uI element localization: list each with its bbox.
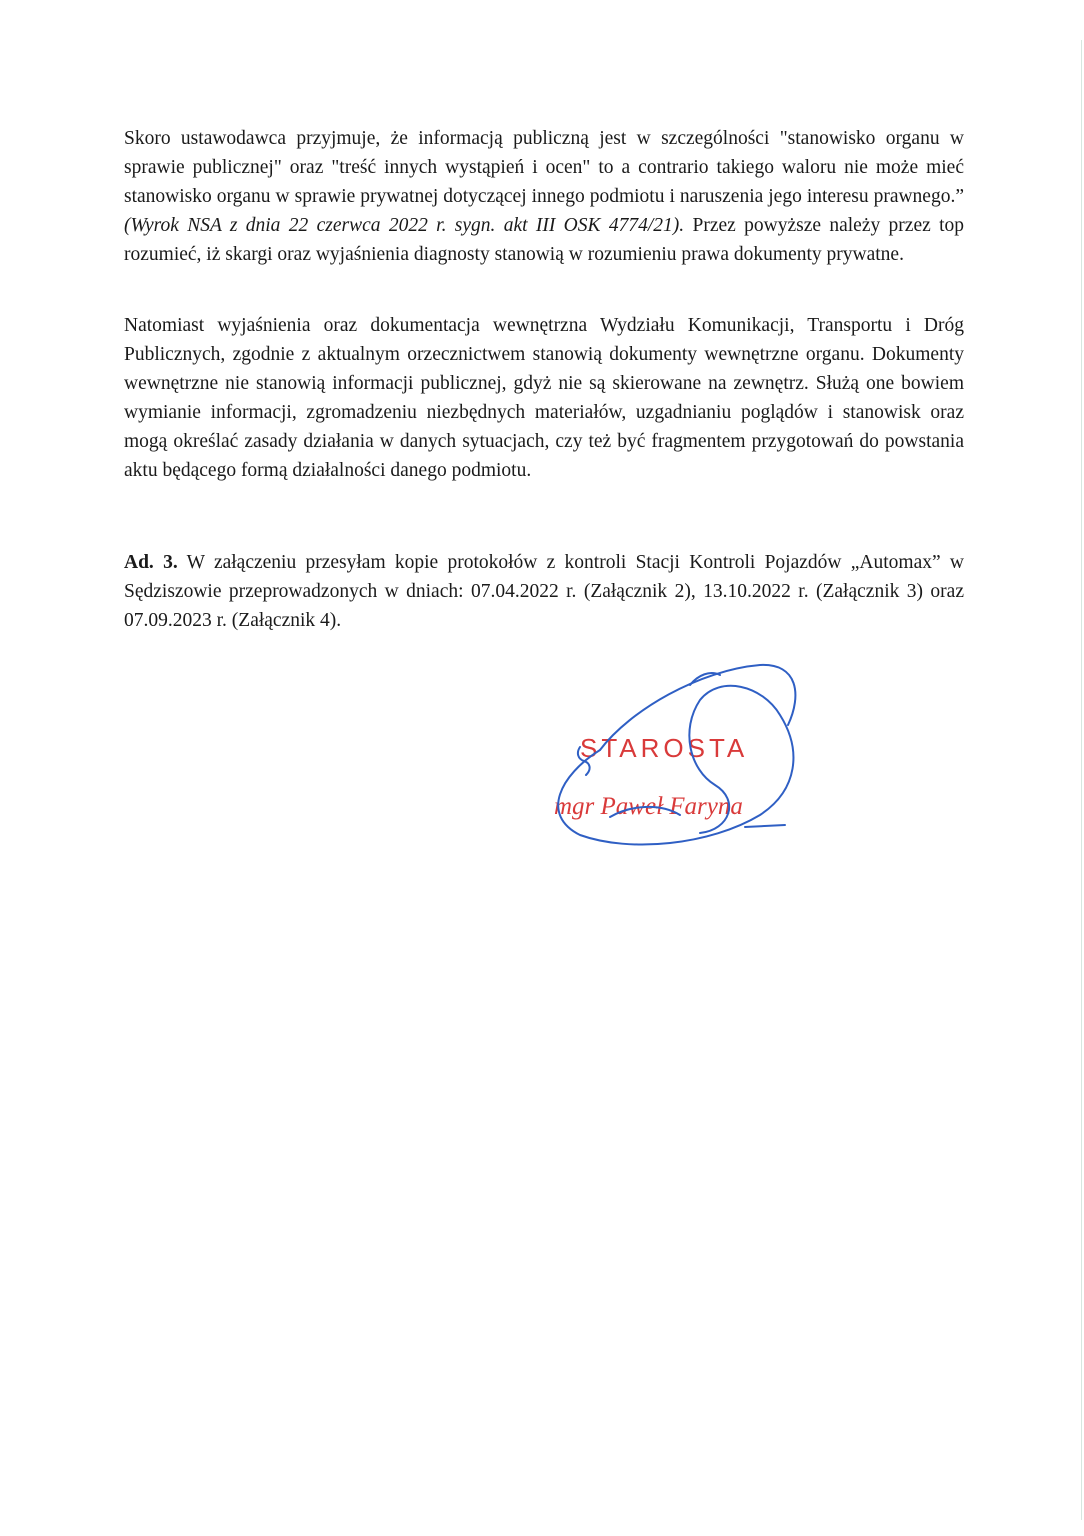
stamp-title: STAROSTA [580, 733, 749, 763]
paragraph-internal-documents [124, 311, 964, 485]
paragraph1-text: Skoro ustawodawca przyjmuje, że informacją publiczną jest w szczególności "stanowisko organu w sprawie publicznej" oraz "treść innych wystąpień i ocen" to a contrario takiego waloru nie może mieć stanowisko organu w sprawie prywatnej dotyczącej innego podmiotu i naruszenia jego interesu prawnego.” [124, 128, 964, 207]
ad-3-label: Ad. 3. [124, 552, 178, 573]
stamp-name: mgr Paweł Faryna [554, 793, 743, 820]
paragraph-quote-conclusion [124, 124, 964, 269]
official-stamp [540, 655, 810, 855]
paragraph2-text: Natomiast wyjaśnienia oraz dokumentacja wewnętrzna Wydziału Komunikacji, Transportu i Dróg Publicznych, zgodnie z aktualnym orzecznictwem stanowią dokumenty wewnętrzne organu. Dokumenty wewnętrzne nie stanowią informacji publicznej, gdyż nie są skierowane na zewnętrz. Służą one bowiem wymianie informacji, zgromadzeniu niezbędnych materiałów, uzgadnianiu poglądów i stanowisk oraz mogą określać zasady działania w danych sytuacjach, czy też być fragmentem przygotowań do powstania aktu będącego formą działalności danego podmiotu. [124, 315, 964, 481]
paragraph3-text: W załączeniu przesyłam kopie protokołów z kontroli Stacji Kontroli Pojazdów „Automax” w Sędziszowie przeprowadzonych w dniach: 07.04.2022 r. (Załącznik 2), 13.10.2022 r. (Załącznik 3) oraz 07.09.2023 r. (Załącznik 4). [124, 552, 964, 631]
court-citation: (Wyrok NSA z dnia 22 czerwca 2022 r. sygn. akt III OSK 4774/21). [124, 215, 685, 236]
paragraph1-text-after: Przez powyższe należy przez top rozumieć, iż skargi oraz wyjaśnienia diagnosty stanowią w rozumieniu prawa dokumenty prywatne. [124, 215, 965, 265]
paragraph-ad-3 [124, 548, 964, 635]
scan-edge-line [1081, 40, 1082, 1520]
